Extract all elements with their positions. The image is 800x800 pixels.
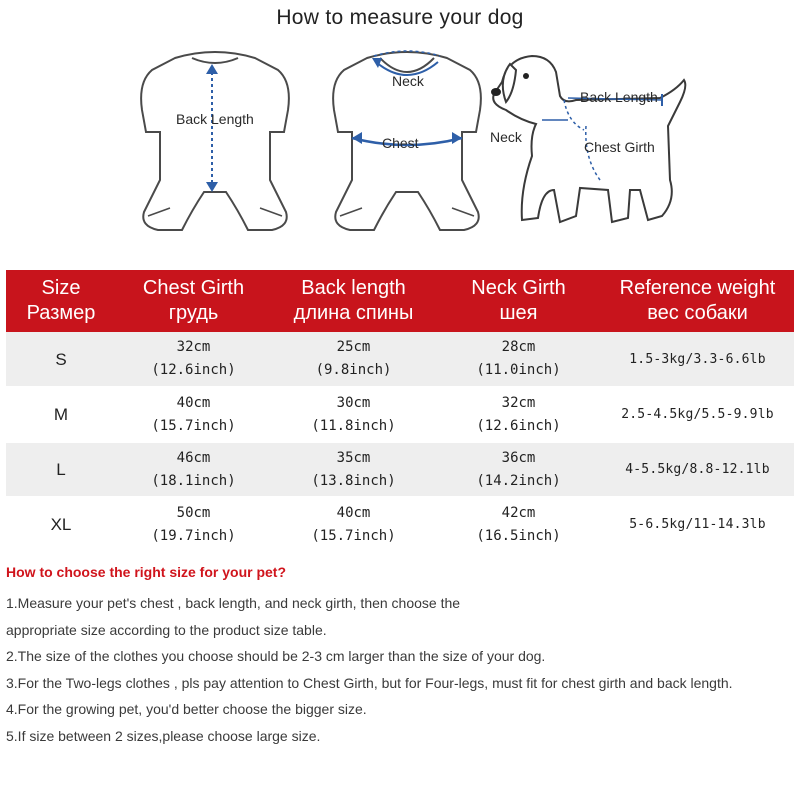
tip-item: 1.Measure your pet's chest , back length, and neck girth, then choose the xyxy=(6,595,461,611)
size-cell: L xyxy=(6,442,116,497)
garment-back-length-diagram xyxy=(120,40,310,240)
tip-item: appropriate size according to the product size table. xyxy=(6,621,327,638)
back-length-label: Back Length xyxy=(176,111,254,127)
header-neck-girth: Neck Girth шея xyxy=(436,270,601,332)
dog-neck-label: Neck xyxy=(490,129,522,145)
header-back-length: Back length длина спины xyxy=(271,270,436,332)
tip-item: 5.If size between 2 sizes,please choose large size. xyxy=(6,727,321,744)
tip-item: 4.For the growing pet, you'd better choose the bigger size. xyxy=(6,701,367,717)
chest-cell: 50cm (19.7inch) xyxy=(116,497,271,552)
table-header-row xyxy=(6,270,794,332)
tips-heading: How to choose the right size for your pet? xyxy=(6,564,287,580)
measurement-illustration xyxy=(0,40,800,255)
header-chest-girth: Chest Girth грудь xyxy=(116,270,271,332)
tips-list xyxy=(6,594,798,753)
size-cell: M xyxy=(6,387,116,442)
table-row xyxy=(6,387,794,442)
back-cell: 35cm (13.8inch) xyxy=(271,442,436,497)
size-cell: XL xyxy=(6,497,116,552)
page-title: How to measure your dog xyxy=(276,6,524,29)
weight-cell: 4-5.5kg/8.8-12.1lb xyxy=(601,442,794,497)
tip-item: 2.The size of the clothes you choose should be 2-3 cm larger than the size of your dog. xyxy=(6,648,546,664)
weight-cell: 2.5-4.5kg/5.5-9.9lb xyxy=(601,387,794,442)
header-reference-weight: Reference weight вес собаки xyxy=(601,270,794,332)
chest-cell: 40cm (15.7inch) xyxy=(116,387,271,442)
dog-back-length-label: Back Length xyxy=(580,89,658,105)
table-row xyxy=(6,332,794,387)
chest-cell: 46cm (18.1inch) xyxy=(116,442,271,497)
header-size: Size Размер xyxy=(6,270,116,332)
neck-label: Neck xyxy=(392,73,424,89)
table-row xyxy=(6,442,794,497)
weight-cell: 5-6.5kg/11-14.3lb xyxy=(601,497,794,552)
back-cell: 40cm (15.7inch) xyxy=(271,497,436,552)
tip-item: 3.For the Two-legs clothes , pls pay attention to Chest Girth, but for Four-legs, must fit for chest girth and back length. xyxy=(6,674,733,691)
neck-cell: 32cm (12.6inch) xyxy=(436,387,601,442)
dog-diagram xyxy=(480,40,700,240)
table-row xyxy=(6,497,794,552)
dog-chest-girth-label: Chest Girth xyxy=(584,139,655,155)
chest-label: Chest xyxy=(382,135,419,151)
back-cell: 30cm (11.8inch) xyxy=(271,387,436,442)
garment-neck-chest-diagram xyxy=(312,40,502,240)
neck-cell: 42cm (16.5inch) xyxy=(436,497,601,552)
chest-cell: 32cm (12.6inch) xyxy=(116,332,271,387)
size-chart-table xyxy=(6,270,794,553)
neck-cell: 36cm (14.2inch) xyxy=(436,442,601,497)
weight-cell: 1.5-3kg/3.3-6.6lb xyxy=(601,332,794,387)
neck-cell: 28cm (11.0inch) xyxy=(436,332,601,387)
back-cell: 25cm (9.8inch) xyxy=(271,332,436,387)
size-cell: S xyxy=(6,332,116,387)
